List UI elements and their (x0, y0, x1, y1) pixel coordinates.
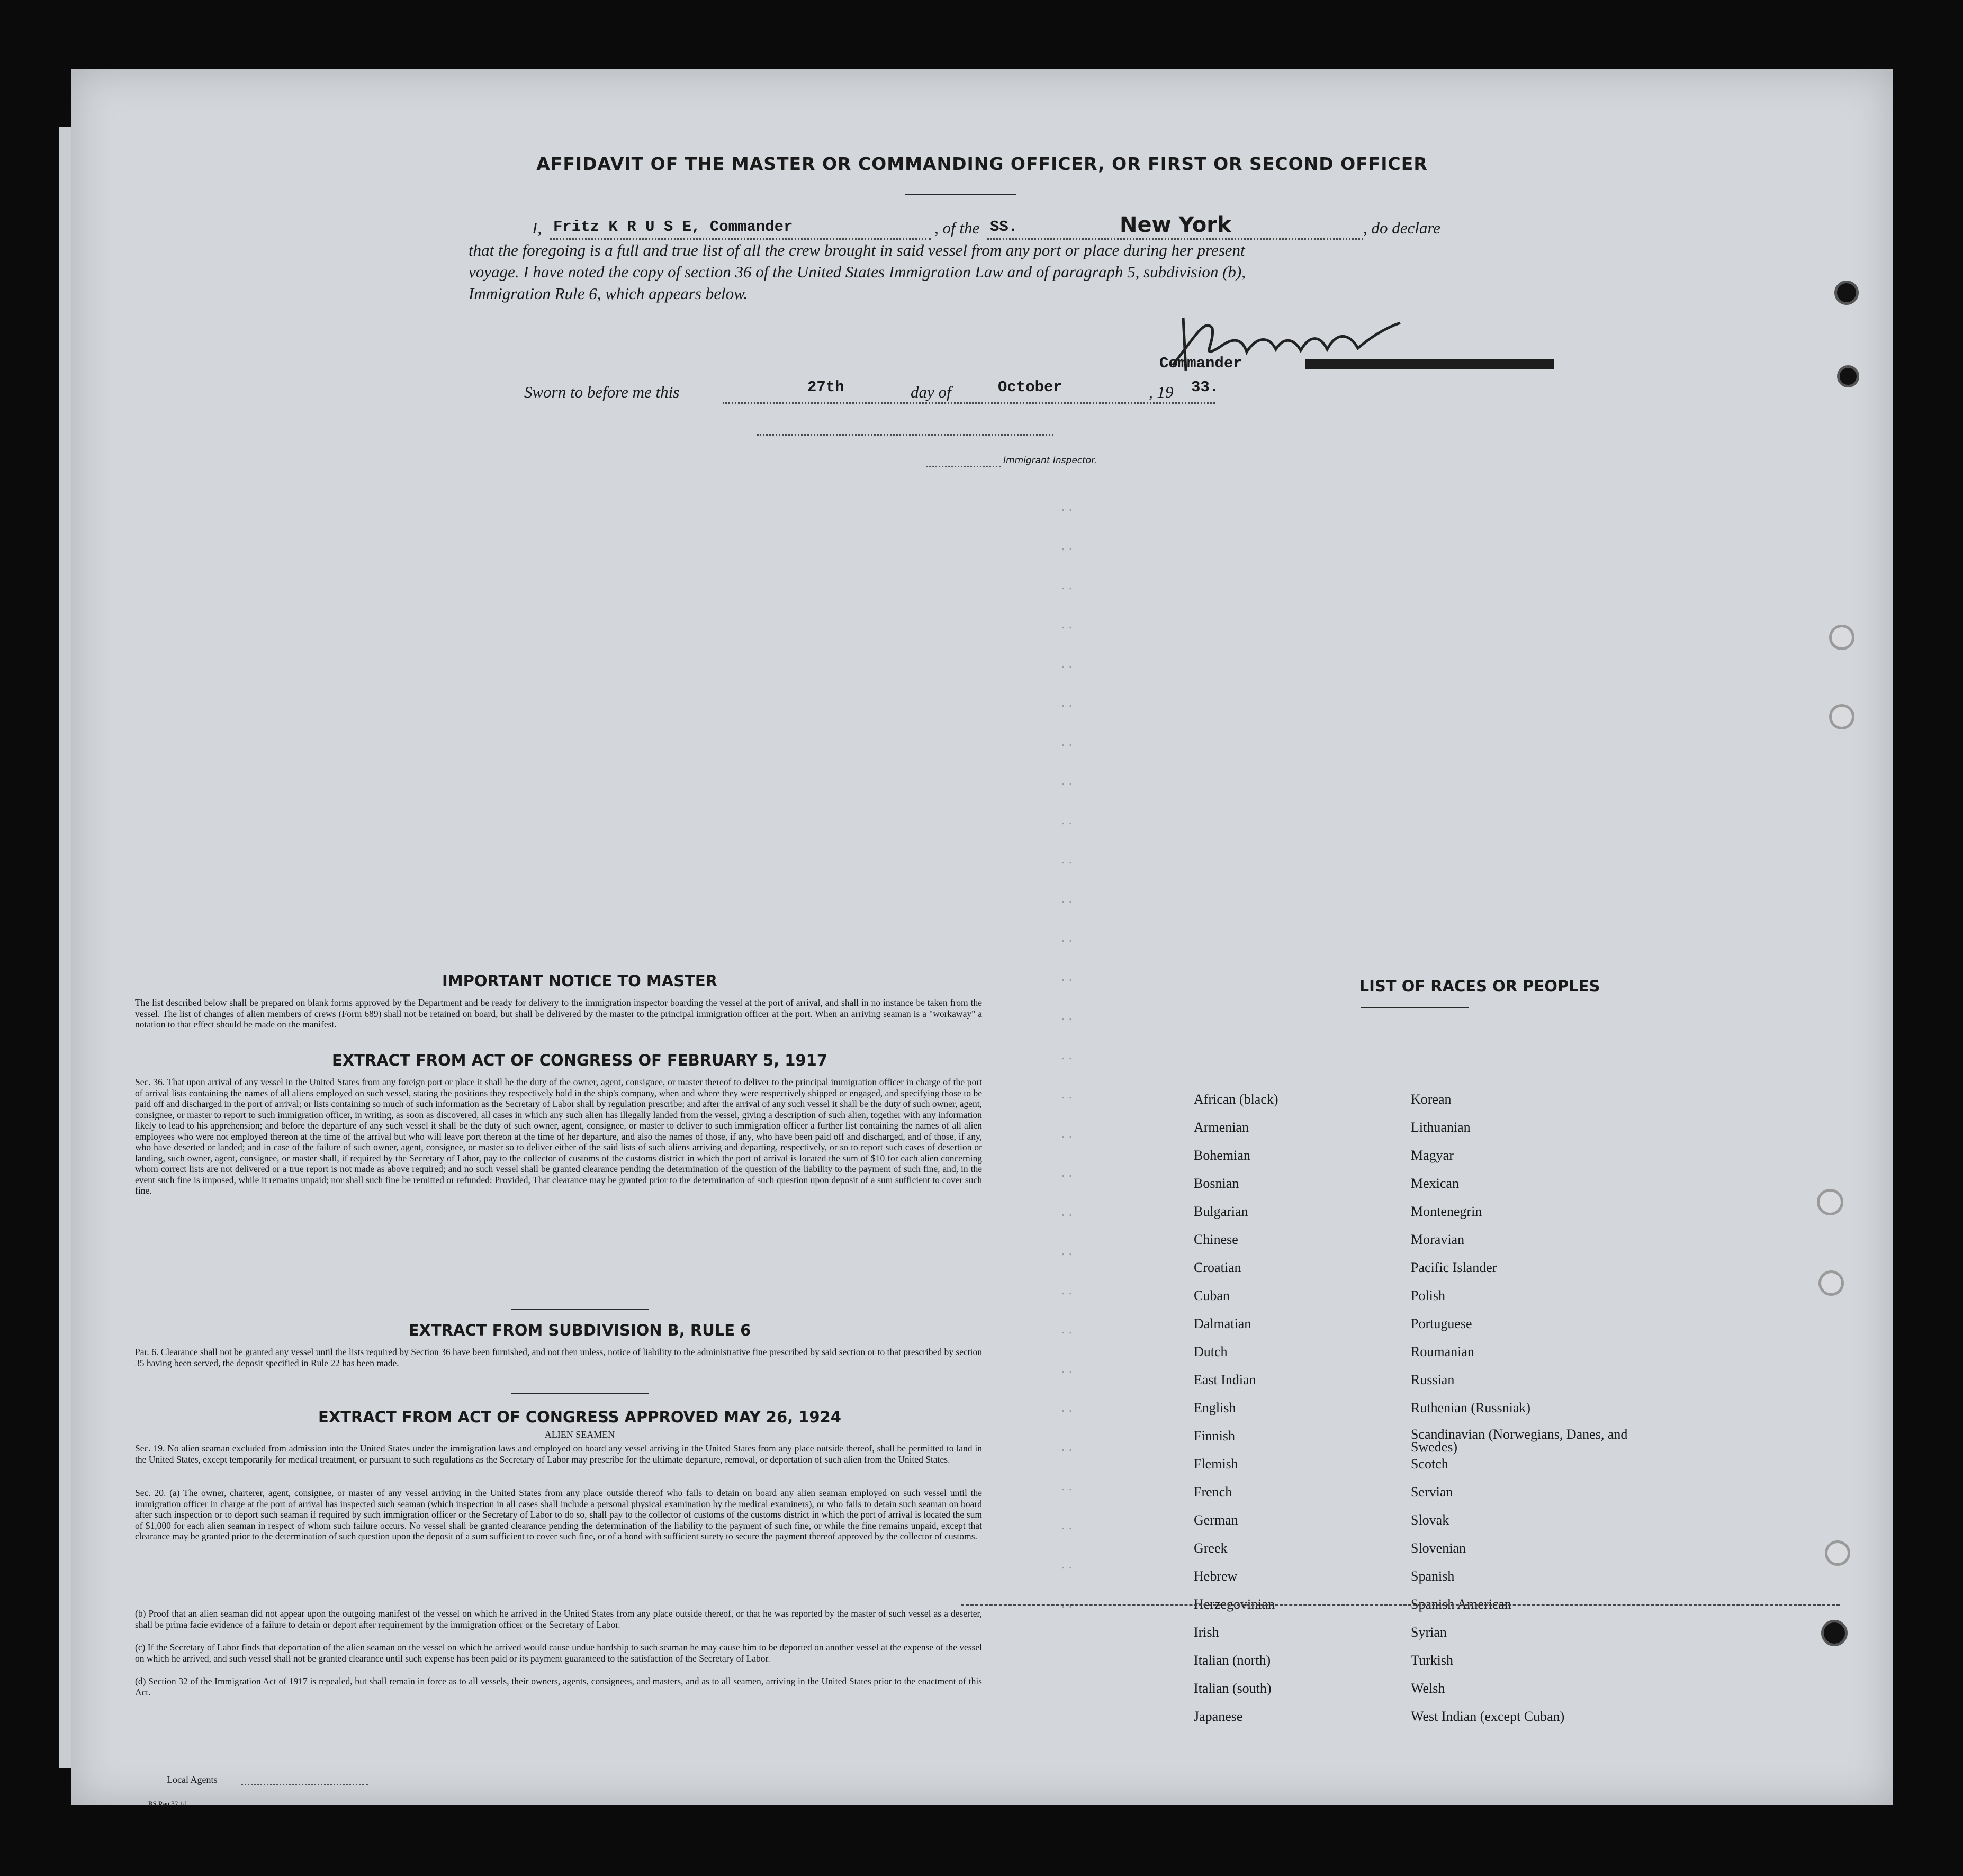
race-item: Dutch (1194, 1344, 1228, 1359)
extract-1917-title: EXTRACT FROM ACT OF CONGRESS OF FEBRUARY 5, 1917 (331, 1051, 828, 1069)
local-agents-line (241, 1784, 368, 1785)
notice-title: IMPORTANT NOTICE TO MASTER (442, 972, 718, 990)
subdivision-b-text: Par. 6. Clearance shall not be granted any vessel until the lists required by Section 36 have been furnished, and not then unless, notice of liability to the administrative fine prescribed by said section or to that prescribed by section 35 having been served, the deposit specified in Rule 22 has been made. (135, 1347, 982, 1368)
sworn-prefix: Sworn to before me this (524, 383, 680, 401)
sworn-day: 27th (807, 378, 844, 396)
inspector-label: Immigrant Inspector. (1003, 455, 1097, 466)
form-code: BS Reg 32 1d (148, 1800, 187, 1808)
extract-1924-subtitle: ALIEN SEAMEN (544, 1429, 615, 1440)
race-item: Bohemian (1194, 1148, 1250, 1163)
do-declare-label: , do declare (1363, 219, 1441, 237)
race-item: Scotch (1411, 1456, 1448, 1472)
race-item: Finnish (1194, 1428, 1236, 1444)
race-item: Polish (1411, 1288, 1446, 1303)
race-item: Servian (1411, 1484, 1453, 1500)
binder-hole (1829, 704, 1854, 729)
race-item: African (black) (1194, 1092, 1278, 1107)
subdivision-b-title: EXTRACT FROM SUBDIVISION B, RULE 6 (408, 1321, 751, 1339)
race-item: Slovak (1411, 1512, 1449, 1528)
race-item: Mexican (1411, 1176, 1459, 1191)
race-item: Slovenian (1411, 1540, 1466, 1556)
notice-text: The list described below shall be prepared on blank forms approved by the Department and be ready for delivery to the immigration inspector boarding the vessel at the port of arrival, and shall in no instance be taken from the vessel. The list of changes of alien members of crews (Form 689) shall not be retained on board, but shall be delivered by the master to the principal immigration officer at the port. When an arriving seaman is a "workaway" a notation to that effect should be made on the manifest. (135, 997, 982, 1030)
races-list-right (1411, 1092, 1633, 1737)
race-item: Flemish (1194, 1456, 1238, 1472)
race-item: Bosnian (1194, 1176, 1239, 1191)
extract-1917-text: Sec. 36. That upon arrival of any vessel in the United States from any foreign port or place it shall be the duty of the owner, agent, consignee, or master thereof to deliver to the principal immigration officer in charge of the port of arrival lists containing the names of all aliens employed on such vessel, stating the positions they respectively hold in the ship's company, when and where they were respectively shipped or engaged, and specifying those to be paid off and discharged in the port of arrival; or lists containing so much of such information as the Secretary of Labor shall by regulation prescribe; and after the arrival of any such vessel it shall be the duty of such owner, agent, consignee, or master to report to such immigration officer, in writing, as soon as discovered, all cases in which any such alien has illegally landed from the vessel, giving a description of such alien, together with any information likely to lead to his apprehension; and before the departure of any such vessel it shall be the duty of such owner, agent, consignee, or master to deliver to such immigration officer a further list containing the names of all alien employees who were not employed thereon at the time of the arrival but who will leave port thereon at the time of her departure, and also the names of those, if any, who have been paid off and discharged, and of those, if any, who have deserted or landed; and in case of the failure of such owner, agent, consignee, or master so to deliver either of the said lists of such aliens arriving and departing, respectively, or so to report such cases of desertion or landing, such owner, agent, consignee, or master shall, if required by the Secretary of Labor, pay to the collector of customs of the customs district in which the port of arrival is located the sum of $10 for each alien concerning whom correct lists are not delivered or a true report is not made as above required; and no such vessel shall be granted clearance pending the determination of the question of the liability to the payment of such fine, and, in the event such fine is imposed, while it remains unpaid; nor shall such fine be remitted or refunded: Provided, That clearance may be granted prior to the determination of such question upon deposit of a sum sufficient to cover such fine. (135, 1077, 982, 1196)
race-item: East Indian (1194, 1372, 1256, 1387)
race-item: Montenegrin (1411, 1204, 1482, 1219)
race-item: Moravian (1411, 1232, 1465, 1247)
extract-1924-sec-20c: (c) If the Secretary of Labor finds that deportation of the alien seaman on the vessel on which he arrived would cause undue hardship to such seaman he may cause him to be deported on another vessel at the expense of the vessel on which he arrived, and such vessel shall not be granted clearance until such expense has been paid or its payment guaranteed to the satisfaction of the Secretary of Labor. (135, 1642, 982, 1664)
race-item: Ruthenian (Russniak) (1411, 1400, 1531, 1415)
race-item: Korean (1411, 1092, 1452, 1107)
race-item: Italian (north) (1194, 1653, 1271, 1668)
binder-hole (1825, 1540, 1850, 1566)
binder-hole (1821, 1620, 1848, 1646)
bleed-through-marks: . . . . . . . . . . . . . . . . . . . . . . . . . . . . . . . . . . . . . . . . . . . . . . . . . . . . . . . . . . (1061, 498, 1073, 1611)
extract-1924-sec-19: Sec. 19. No alien seaman excluded from admission into the United States under the immigration laws and employed on board any vessel arriving in the United States from any place outside thereof, shall be permitted to land in the United States, except temporarily for medical treatment, or pursuant to such regulations as the Secretary of Labor may prescribe for the ultimate departure, removal, or deportation of such alien from the United States. (135, 1443, 982, 1465)
race-item: Chinese (1194, 1232, 1238, 1247)
race-item: Turkish (1411, 1653, 1453, 1668)
officer-name: Fritz K R U S E, Commander (553, 218, 793, 236)
races-list-left (1194, 1092, 1278, 1737)
manifest-page (71, 69, 1893, 1808)
race-item: English (1194, 1400, 1236, 1415)
title-divider (905, 194, 1016, 195)
of-the-label: , of the (934, 219, 980, 237)
month-line (966, 402, 1215, 404)
race-item: Italian (south) (1194, 1681, 1272, 1696)
vessel-name: New York (1120, 213, 1231, 237)
year-suffix: 33. (1191, 378, 1219, 396)
race-item: Bulgarian (1194, 1204, 1248, 1219)
races-title: LIST OF RACES OR PEOPLES (1359, 977, 1600, 995)
race-item: Dalmatian (1194, 1316, 1251, 1331)
race-item: Greek (1194, 1540, 1228, 1556)
extract-1924-sec-20b: (b) Proof that an alien seaman did not appear upon the outgoing manifest of the vessel on which he arrived in the United States from any place outside thereof, or that he was reported by the master of such vessel as a deserter, shall be prima facie evidence of a failure to detain or deport after requirement by the immigration officer or the Secretary of Labor. (135, 1608, 982, 1630)
race-item: Welsh (1411, 1681, 1445, 1696)
race-item: Magyar (1411, 1148, 1454, 1163)
races-divider (1361, 1007, 1469, 1008)
race-item: Hebrew (1194, 1568, 1238, 1584)
affidavit-line-2: that the foregoing is a full and true list of all the crew brought in said vessel from any port or place during her present (469, 241, 1245, 259)
local-agents-label: Local Agents (167, 1774, 218, 1785)
signature-title: Commander (1159, 355, 1242, 372)
race-item: Spanish (1411, 1568, 1455, 1584)
inspector-name-line (926, 466, 1001, 467)
race-item: Syrian (1411, 1625, 1447, 1640)
race-item: French (1194, 1484, 1232, 1500)
affidavit-line-3: voyage. I have noted the copy of section 36 of the United States Immigration Law and of paragraph 5, subdivision (b), (469, 263, 1246, 281)
affidavit-line-4: Immigration Rule 6, which appears below. (469, 284, 748, 303)
binder-hole (1837, 365, 1859, 387)
race-item: Scandinavian (Norwegians, Danes, and Swedes) (1411, 1427, 1628, 1455)
divider-2 (511, 1393, 649, 1394)
binder-hole (1834, 281, 1859, 305)
race-item: Irish (1194, 1625, 1219, 1640)
inspector-signature-line (757, 434, 1053, 436)
race-item: Portuguese (1411, 1316, 1472, 1331)
race-item: German (1194, 1512, 1238, 1528)
race-item: Japanese (1194, 1709, 1243, 1724)
year-prefix: , 19 (1149, 383, 1174, 401)
binder-hole (1818, 1270, 1844, 1296)
race-item: Russian (1411, 1372, 1455, 1387)
binder-hole (1829, 625, 1854, 650)
extract-1924-title: EXTRACT FROM ACT OF CONGRESS APPROVED MAY 26, 1924 (318, 1408, 841, 1426)
day-of-label: day of (911, 383, 951, 401)
race-item: Herzegovinian (1194, 1597, 1275, 1612)
race-item: Cuban (1194, 1288, 1230, 1303)
vessel-prefix: SS. (990, 218, 1018, 236)
race-item: Lithuanian (1411, 1120, 1471, 1135)
binder-hole (1817, 1189, 1843, 1215)
redaction-bar (1305, 359, 1554, 369)
extract-1924-sec-20d: (d) Section 32 of the Immigration Act of 1917 is repealed, but shall remain in force as to all vessels, their owners, agents, consignees, and masters, and as to all seamen, arriving in the United States prior to the enactment of this Act. (135, 1676, 982, 1698)
affidavit-intro: I, (532, 219, 542, 237)
race-item: West Indian (except Cuban) (1411, 1709, 1565, 1724)
sworn-month: October (998, 378, 1062, 396)
divider-1 (511, 1309, 649, 1310)
race-item: Spanish American (1411, 1597, 1511, 1612)
race-item: Roumanian (1411, 1344, 1474, 1359)
affidavit-title: AFFIDAVIT OF THE MASTER OR COMMANDING OFFICER, OR FIRST OR SECOND OFFICER (536, 154, 1428, 174)
race-item: Pacific Islander (1411, 1260, 1497, 1275)
extract-1924-sec-20a: Sec. 20. (a) The owner, charterer, agent, consignee, or master of any vessel arriving in the United States from any place outside thereof who fails to detain on board any alien seaman employed on such vessel until the immigration officer in charge at the port of arrival has inspected such seaman (which inspection in all cases shall include a personal physical examination by the medical examiners), or who fails to detain such seaman on board after such inspection or to deport such seaman if required by such immigration officer or the Secretary of Labor to do so, shall pay to the collector of customs of the customs district in which the port of arrival is located the sum of $1,000 for each alien seaman in respect of whom such failure occurs. No vessel shall be granted clearance pending the determination of the liability to the payment of such fine, or while the fine remains unpaid, except that clearance may be granted prior to the determination of such question upon the deposit of a sum sufficient to cover such fine, or of a bond with sufficient surety to secure the payment thereof approved by the collector of customs. (135, 1487, 982, 1541)
race-item: Armenian (1194, 1120, 1249, 1135)
fold-line (961, 1604, 1840, 1606)
race-item: Croatian (1194, 1260, 1241, 1275)
